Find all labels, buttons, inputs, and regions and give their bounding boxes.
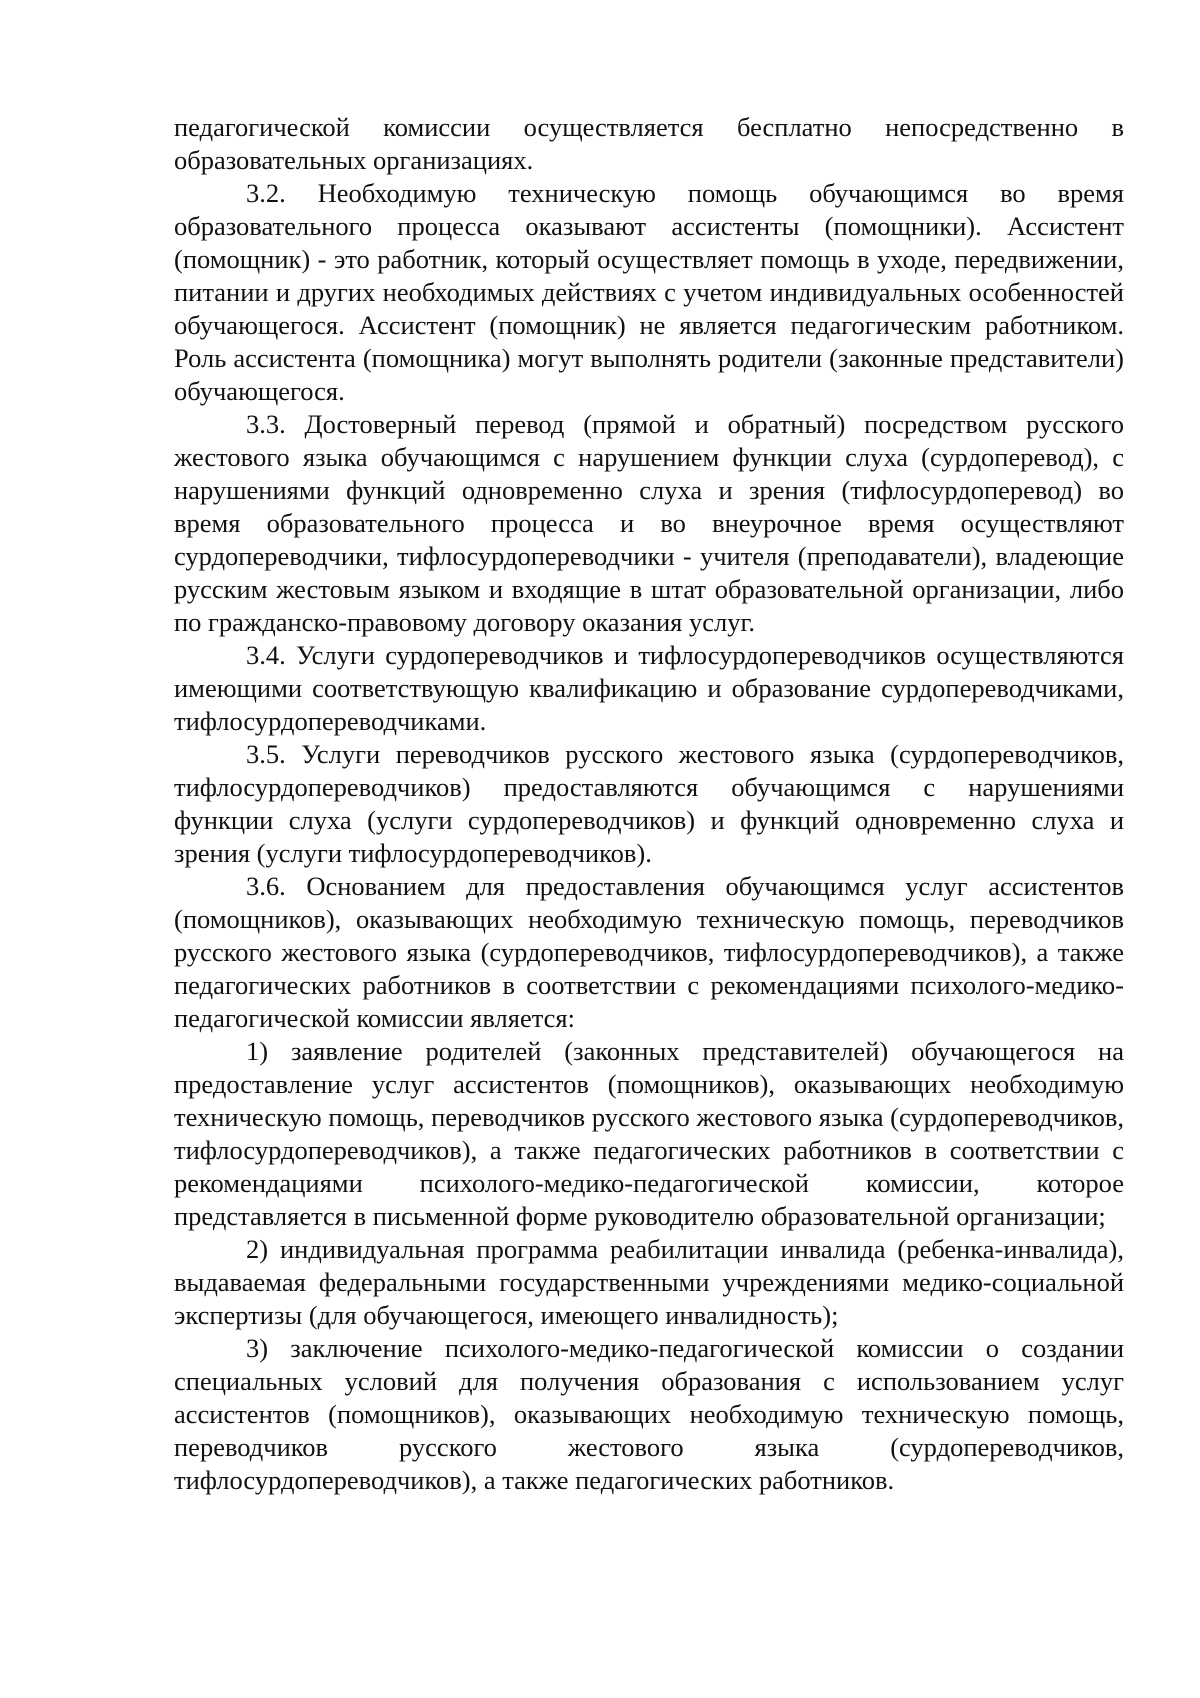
paragraph-3-5: 3.5. Услуги переводчиков русского жестового языка (сурдопереводчиков, тифлосурдопереводчиков) предоставляются обучающимся с нарушениями функции слуха (услуги сурдопереводчиков) и функций одновременно слуха и зрения (услуги тифлосурдопереводчиков). <box>174 739 1124 868</box>
paragraph-3-4: 3.4. Услуги сурдопереводчиков и тифлосурдопереводчиков осуществляются имеющими соответствующую квалификацию и образование сурдопереводчиками, тифлосурдопереводчиками. <box>174 640 1124 736</box>
paragraph-3-2: 3.2. Необходимую техническую помощь обучающимся во время образовательного процесса оказывают ассистенты (помощники). Ассистент (помощник) - это работник, который осуществляет помощь в уходе, передвижении, питании и других необходимых действиях с учетом индивидуальных особенностей обучающегося. Ассистент (помощник) не является педагогическим работником. Роль ассистента (помощника) могут выполнять родители (законные представители) обучающегося. <box>174 178 1124 406</box>
paragraph-continuation: педагогической комиссии осуществляется бесплатно непосредственно в образовательных организациях. <box>174 112 1124 175</box>
list-item-1: 1) заявление родителей (законных представителей) обучающегося на предоставление услуг ассистентов (помощников), оказывающих необходимую техническую помощь, переводчиков русского жестового языка (сурдопереводчиков, тифлосурдопереводчиков), а также педагогических работников в соответствии с рекомендациями психолого-медико-педагогической комиссии, которое представляется в письменной форме руководителю образовательной организации; <box>174 1036 1124 1231</box>
list-item-2: 2) индивидуальная программа реабилитации инвалида (ребенка-инвалида), выдаваемая федеральными государственными учреждениями медико-социальной экспертизы (для обучающегося, имеющего инвалидность); <box>174 1234 1124 1330</box>
paragraph-3-6: 3.6. Основанием для предоставления обучающимся услуг ассистентов (помощников), оказывающих необходимую техническую помощь, переводчиков русского жестового языка (сурдопереводчиков, тифлосурдопереводчиков), а также педагогических работников в соответствии с рекомендациями психолого-медико-педагогической комиссии является: <box>174 871 1124 1033</box>
paragraph-3-3: 3.3. Достоверный перевод (прямой и обратный) посредством русского жестового языка обучающимся с нарушением функции слуха (сурдоперевод), с нарушениями функций одновременно слуха и зрения (тифлосурдоперевод) во время образовательного процесса и во внеурочное время осуществляют сурдопереводчики, тифлосурдопереводчики - учителя (преподаватели), владеющие русским жестовым языком и входящие в штат образовательной организации, либо по гражданско-правовому договору оказания услуг. <box>174 409 1124 637</box>
document-page <box>174 111 1124 1497</box>
list-item-3: 3) заключение психолого-медико-педагогической комиссии о создании специальных условий для получения образования с использованием услуг ассистентов (помощников), оказывающих необходимую техническую помощь, переводчиков русского жестового языка (сурдопереводчиков, тифлосурдопереводчиков), а также педагогических работников. <box>174 1333 1124 1495</box>
